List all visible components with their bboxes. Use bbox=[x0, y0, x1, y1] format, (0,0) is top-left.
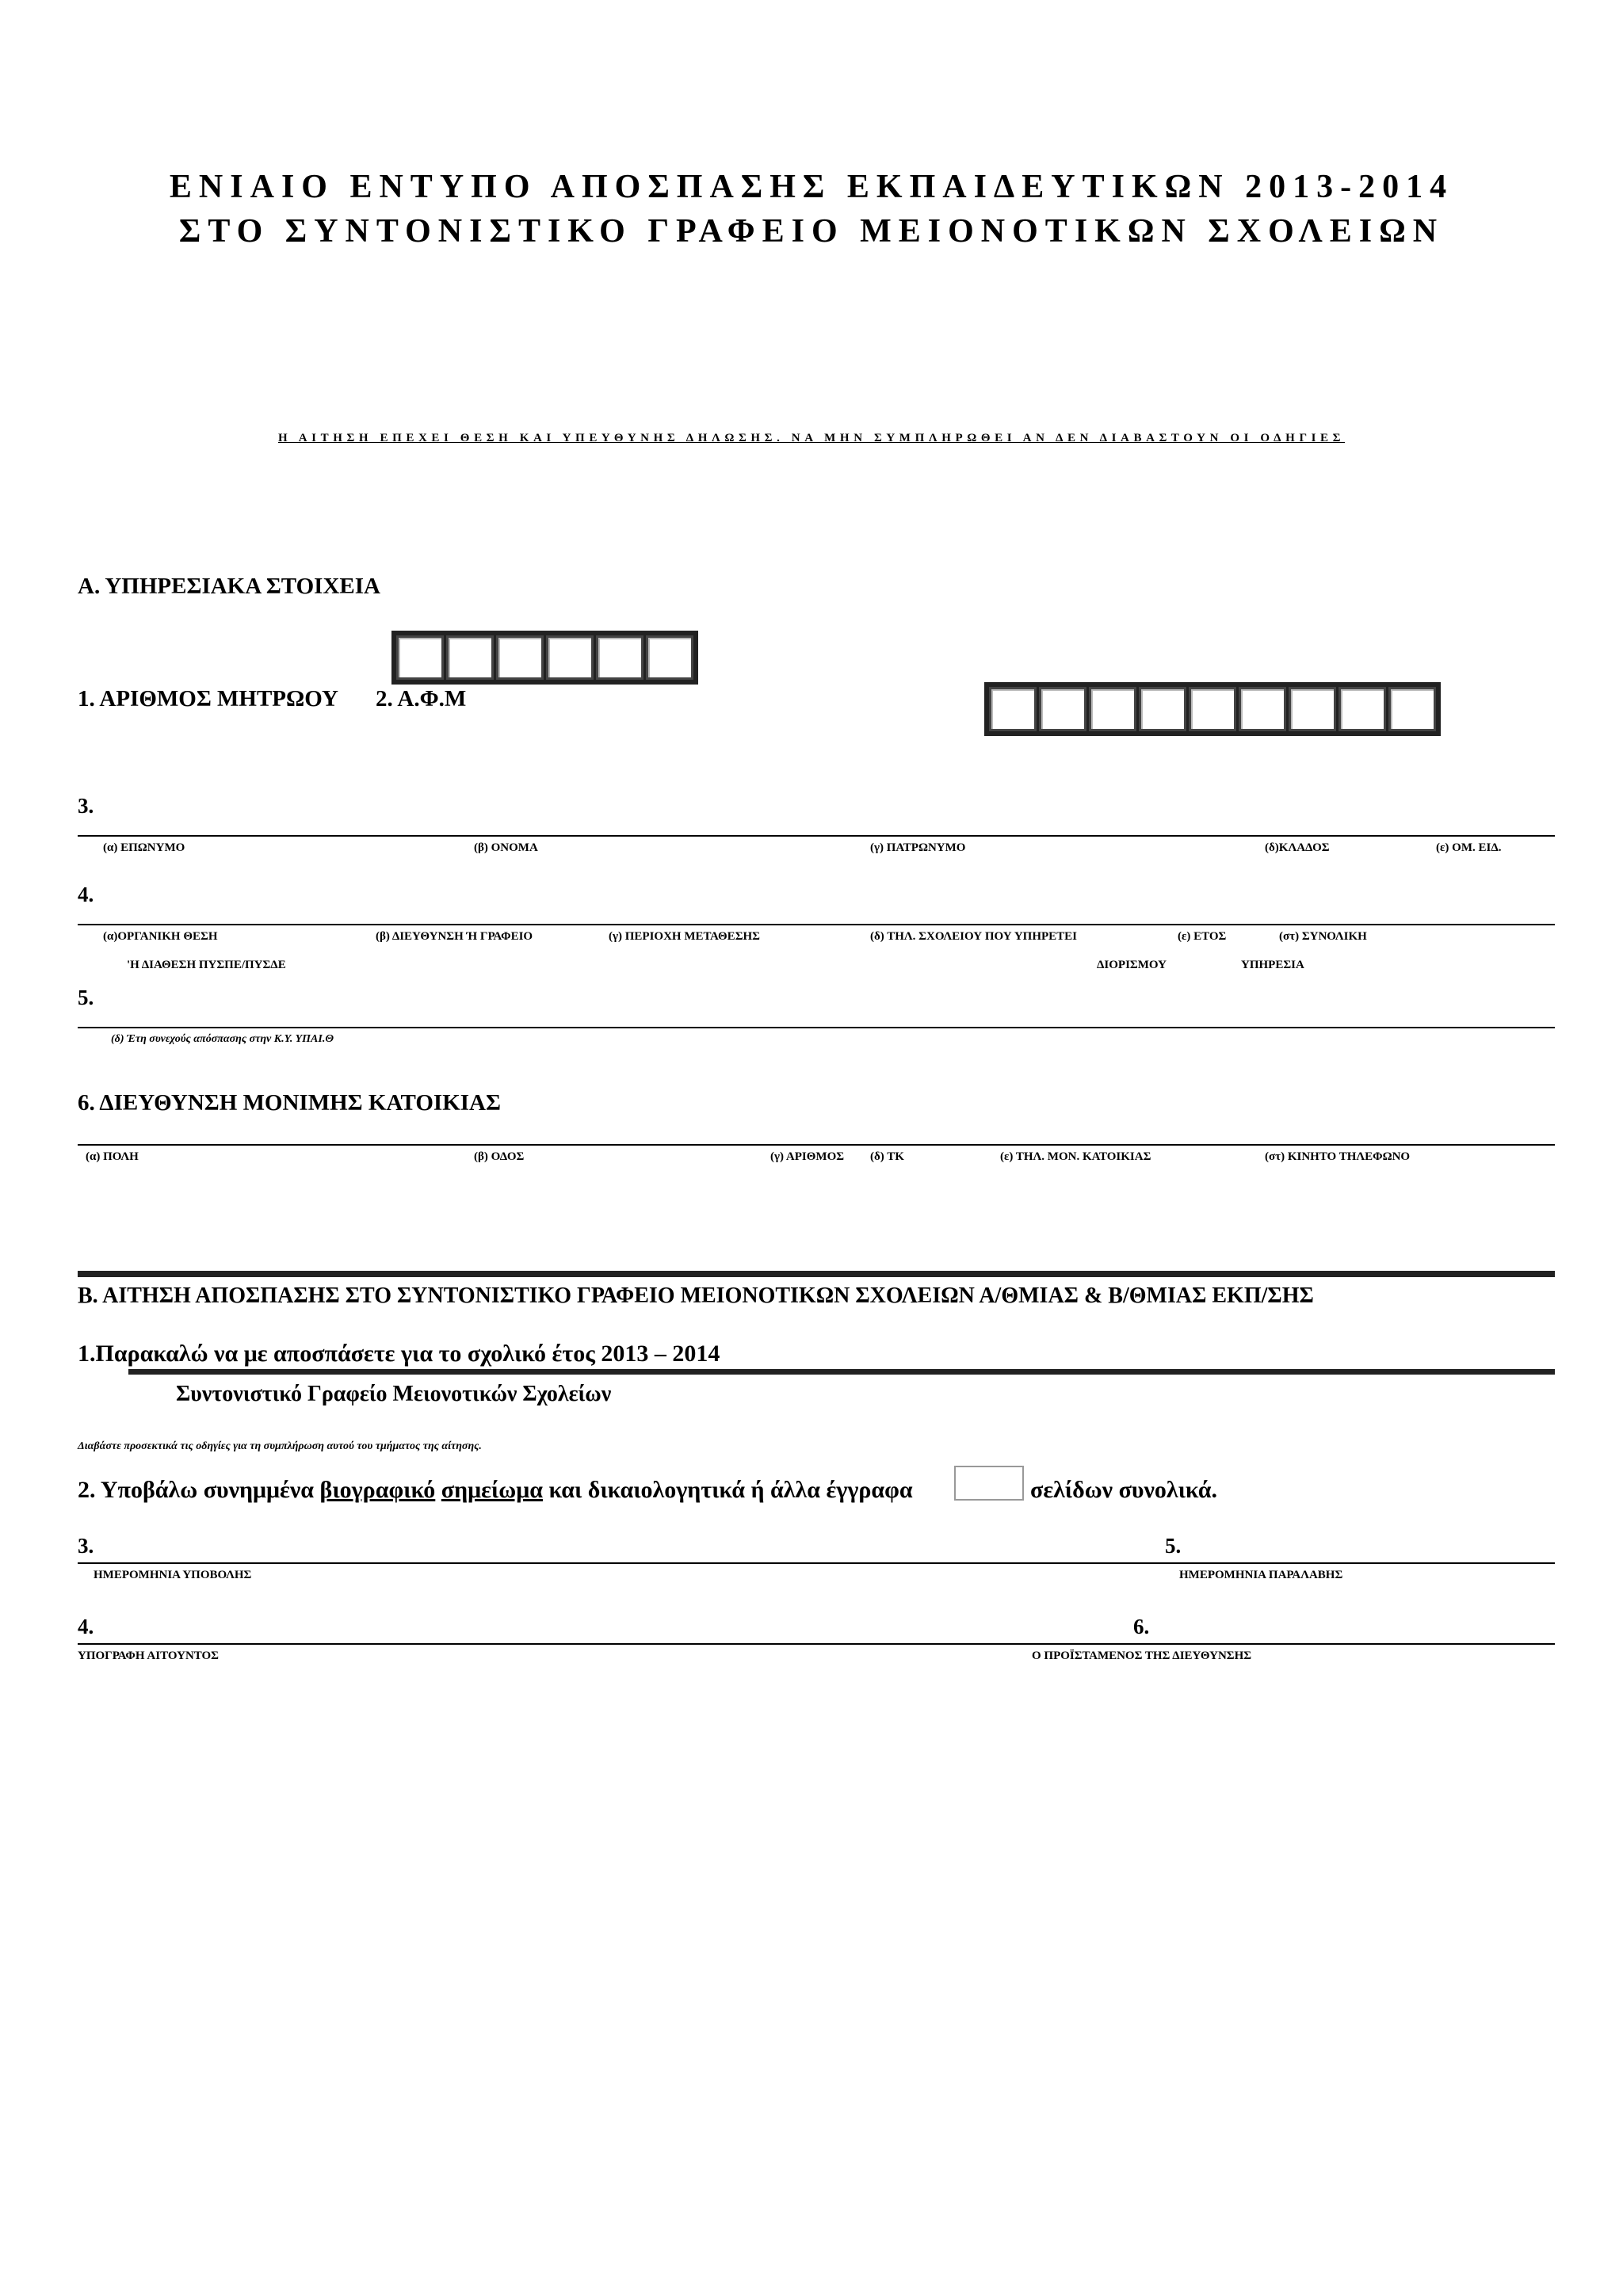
tax-id-digit-box[interactable] bbox=[1289, 687, 1336, 731]
tax-id-digit-box[interactable] bbox=[1189, 687, 1236, 731]
submission-date-number: 3. bbox=[78, 1534, 94, 1558]
personal-data-line[interactable] bbox=[78, 835, 1555, 837]
registry-digit-box[interactable] bbox=[446, 635, 494, 680]
secondment-years-label: (δ) Έτη συνεχούς απόσπασης στην Κ.Υ. ΥΠΑΙ.Θ bbox=[111, 1033, 334, 1045]
registry-digit-box[interactable] bbox=[496, 635, 544, 680]
appointment-label: ΔΙΟΡΙΣΜΟΥ bbox=[1097, 959, 1167, 971]
tax-id-digit-box[interactable] bbox=[1338, 687, 1386, 731]
attachments-prefix: 2. Υποβάλω συνημμένα bbox=[78, 1477, 315, 1503]
tax-id-digit-box[interactable] bbox=[1089, 687, 1136, 731]
school-phone-label: (δ) ΤΗΛ. ΣΧΟΛΕΙΟΥ ΠΟΥ ΥΠΗΡΕΤΕΙ bbox=[870, 930, 1077, 943]
attachments-word-cv: βιογραφικό bbox=[319, 1477, 436, 1503]
tax-id-digit-box[interactable] bbox=[989, 687, 1037, 731]
first-name-label: (β) ΟΝΟΜΑ bbox=[474, 841, 538, 854]
appointment-year-label: (ε) ΕΤΟΣ bbox=[1178, 930, 1227, 943]
attachments-word-note: σημείωμα bbox=[441, 1477, 543, 1503]
form-notice: Η ΑΙΤΗΣΗ ΕΠΕΧΕΙ ΘΕΣΗ ΚΑΙ ΥΠΕΥΘΥΝΗΣ ΔΗΛΩΣΗΣ. ΝΑ ΜΗΝ ΣΥΜΠΛΗΡΩΘΕΙ ΑΝ ΔΕΝ ΔΙΑΒΑΣΤΟΥΝ ΟΙ ΟΔΗΓΙΕΣ bbox=[277, 432, 1346, 444]
item-3-number: 3. bbox=[78, 794, 94, 818]
item-5-number: 5. bbox=[78, 986, 94, 1009]
service-data-line[interactable] bbox=[78, 924, 1555, 925]
signatures-line[interactable] bbox=[78, 1643, 1555, 1645]
attachments-line bbox=[78, 1477, 913, 1504]
specialty-group-label: (ε) ΟΜ. ΕΙΔ. bbox=[1436, 841, 1502, 854]
director-number: 6. bbox=[1133, 1615, 1150, 1638]
residence-line[interactable] bbox=[78, 1144, 1555, 1146]
signature-number: 4. bbox=[78, 1615, 94, 1638]
attachments-middle: και δικαιολογητικά ή άλλα έγγραφα bbox=[548, 1477, 913, 1503]
tax-id-digit-box[interactable] bbox=[1139, 687, 1186, 731]
item-4-number: 4. bbox=[78, 883, 94, 906]
form-title-line1: ΕΝΙΑΙΟ ΕΝΤΥΠΟ ΑΠΟΣΠΑΣΗΣ ΕΚΠΑΙΔΕΥΤΙΚΩΝ 2013-2014 bbox=[169, 169, 1454, 205]
pages-count-box[interactable] bbox=[954, 1466, 1024, 1501]
service-label: ΥΠΗΡΕΣΙΑ bbox=[1241, 959, 1304, 971]
section-b-divider bbox=[78, 1271, 1555, 1277]
postal-code-label: (δ) ΤΚ bbox=[870, 1150, 904, 1163]
instructions-note: Διαβάστε προσεκτικά τις οδηγίες για τη συμπλήρωση αυτού του τμήματος της αίτησης. bbox=[78, 1440, 482, 1452]
directorate-label: (β) ΔΙΕΥΘΥΝΣΗ Ή ΓΡΑΦΕΙΟ bbox=[376, 930, 533, 943]
total-service-label: (στ) ΣΥΝΟΛΙΚΗ bbox=[1279, 930, 1367, 943]
street-label: (β) ΟΔΟΣ bbox=[474, 1150, 525, 1163]
tax-id-digit-box[interactable] bbox=[1039, 687, 1086, 731]
request-underline bbox=[128, 1369, 1555, 1375]
allocation-label: 'Η ΔΙΑΘΕΣΗ ΠΥΣΠΕ/ΠΥΣΔΕ bbox=[127, 959, 286, 971]
receipt-date-label: ΗΜΕΡΟΜΗΝΙΑ ΠΑΡΑΛΑΒΗΣ bbox=[1179, 1569, 1343, 1581]
receipt-date-number: 5. bbox=[1165, 1534, 1182, 1558]
secondment-years-line[interactable] bbox=[78, 1027, 1555, 1028]
section-b-request: 1.Παρακαλώ να με αποσπάσετε για το σχολικό έτος 2013 – 2014 bbox=[78, 1341, 720, 1367]
transfer-area-label: (γ) ΠΕΡΙΟΧΗ ΜΕΤΑΘΕΣΗΣ bbox=[609, 930, 760, 943]
registry-number-boxes[interactable] bbox=[391, 631, 698, 685]
mobile-phone-label: (στ) ΚΙΝΗΤΟ ΤΗΛΕΦΩΝΟ bbox=[1265, 1150, 1411, 1163]
tax-id-label: 2. Α.Φ.Μ bbox=[376, 686, 467, 711]
office-name: Συντονιστικό Γραφείο Μειονοτικών Σχολείων bbox=[176, 1382, 612, 1406]
attachments-suffix: σελίδων συνολικά. bbox=[1030, 1477, 1217, 1503]
organic-position-label: (α)ΟΡΓΑΝΙΚΗ ΘΕΣΗ bbox=[103, 930, 218, 943]
dates-line[interactable] bbox=[78, 1562, 1555, 1564]
tax-id-digit-box[interactable] bbox=[1239, 687, 1286, 731]
city-label: (α) ΠΟΛΗ bbox=[86, 1150, 139, 1163]
registry-digit-box[interactable] bbox=[546, 635, 594, 680]
registry-digit-box[interactable] bbox=[596, 635, 643, 680]
street-number-label: (γ) ΑΡΙΘΜΟΣ bbox=[770, 1150, 845, 1163]
registry-digit-box[interactable] bbox=[646, 635, 693, 680]
tax-id-digit-box[interactable] bbox=[1388, 687, 1436, 731]
surname-label: (α) ΕΠΩΝΥΜΟ bbox=[103, 841, 185, 854]
tax-id-boxes[interactable] bbox=[984, 682, 1441, 736]
branch-label: (δ)ΚΛΑΔΟΣ bbox=[1265, 841, 1330, 854]
registry-digit-box[interactable] bbox=[396, 635, 444, 680]
section-a-heading: Α. ΥΠΗΡΕΣΙΑΚΑ ΣΤΟΙΧΕΙΑ bbox=[78, 574, 380, 599]
director-label: Ο ΠΡΟΪΣΤΑΜΕΝΟΣ ΤΗΣ ΔΙΕΥΘΥΝΣΗΣ bbox=[1032, 1650, 1252, 1662]
registry-number-label: 1. ΑΡΙΘΜΟΣ ΜΗΤΡΩΟΥ bbox=[78, 686, 338, 711]
form-title-line2: ΣΤΟ ΣΥΝΤΟΝΙΣΤΙΚΟ ΓΡΑΦΕΙΟ ΜΕΙΟΝΟΤΙΚΩΝ ΣΧΟΛΕΙΩΝ bbox=[178, 213, 1445, 250]
home-phone-label: (ε) ΤΗΛ. ΜΟΝ. ΚΑΤΟΙΚΙΑΣ bbox=[1000, 1150, 1151, 1163]
applicant-signature-label: ΥΠΟΓΡΑΦΗ ΑΙΤΟΥΝΤΟΣ bbox=[78, 1650, 219, 1662]
submission-date-label: ΗΜΕΡΟΜΗΝΙΑ ΥΠΟΒΟΛΗΣ bbox=[94, 1569, 252, 1581]
fathers-name-label: (γ) ΠΑΤΡΩΝΥΜΟ bbox=[870, 841, 966, 854]
section-b-heading: Β. ΑΙΤΗΣΗ ΑΠΟΣΠΑΣΗΣ ΣΤΟ ΣΥΝΤΟΝΙΣΤΙΚΟ ΓΡΑΦΕΙΟ ΜΕΙΟΝΟΤΙΚΩΝ ΣΧΟΛΕΙΩΝ Α/ΘΜΙΑΣ & Β/ΘΜΙΑΣ ΕΚΠ/ΣΗΣ bbox=[78, 1283, 1314, 1308]
residence-heading: 6. ΔΙΕΥΘΥΝΣΗ ΜΟΝΙΜΗΣ ΚΑΤΟΙΚΙΑΣ bbox=[78, 1090, 501, 1116]
